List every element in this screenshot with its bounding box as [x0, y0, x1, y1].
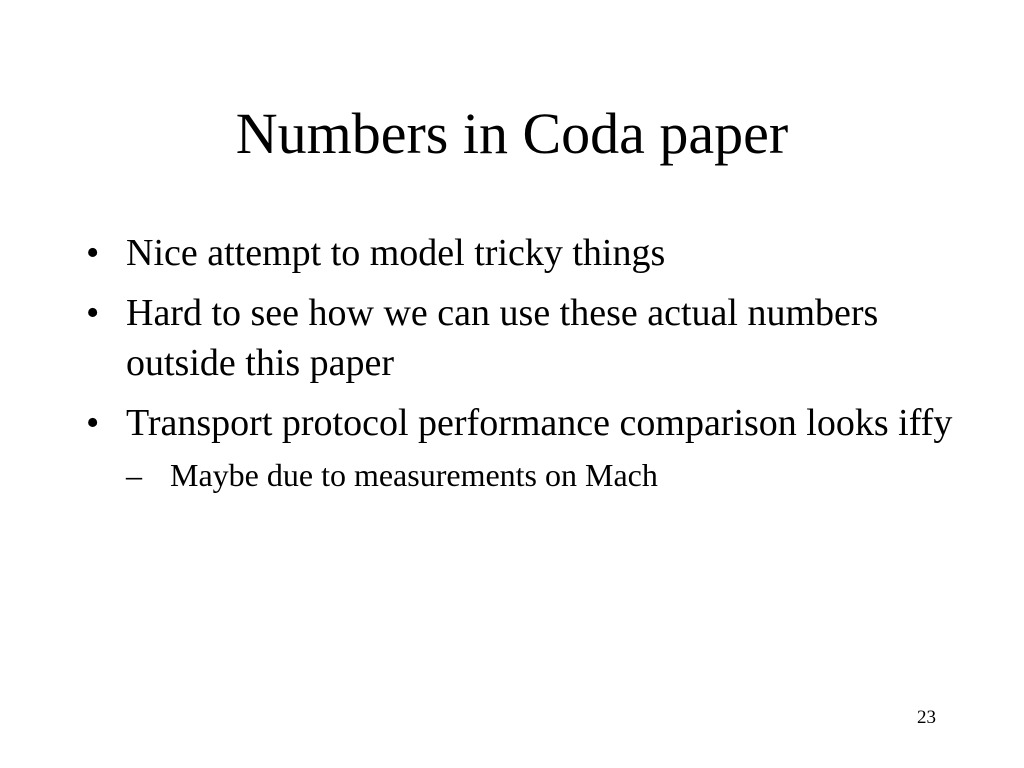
bullet-list	[86, 228, 966, 506]
bullet-marker: •	[86, 232, 100, 274]
bullet-item	[86, 398, 966, 496]
slide-title: Numbers in Coda paper	[235, 101, 789, 166]
sub-bullet-marker: –	[126, 457, 142, 493]
sub-bullet-text: Maybe due to measurements on Mach	[170, 457, 658, 493]
bullet-marker: •	[86, 292, 100, 334]
bullet-text: Transport protocol performance comparison looks iffy	[126, 402, 953, 444]
sub-bullet-list	[126, 454, 966, 496]
bullet-item	[86, 288, 966, 388]
bullet-item	[86, 228, 966, 278]
bullet-text: Hard to see how we can use these actual numbers outside this paper	[126, 292, 879, 384]
bullet-text: Nice attempt to model tricky things	[126, 232, 666, 274]
sub-bullet-item	[126, 454, 966, 496]
slide-number: 23	[917, 707, 936, 728]
bullet-marker: •	[86, 402, 100, 444]
